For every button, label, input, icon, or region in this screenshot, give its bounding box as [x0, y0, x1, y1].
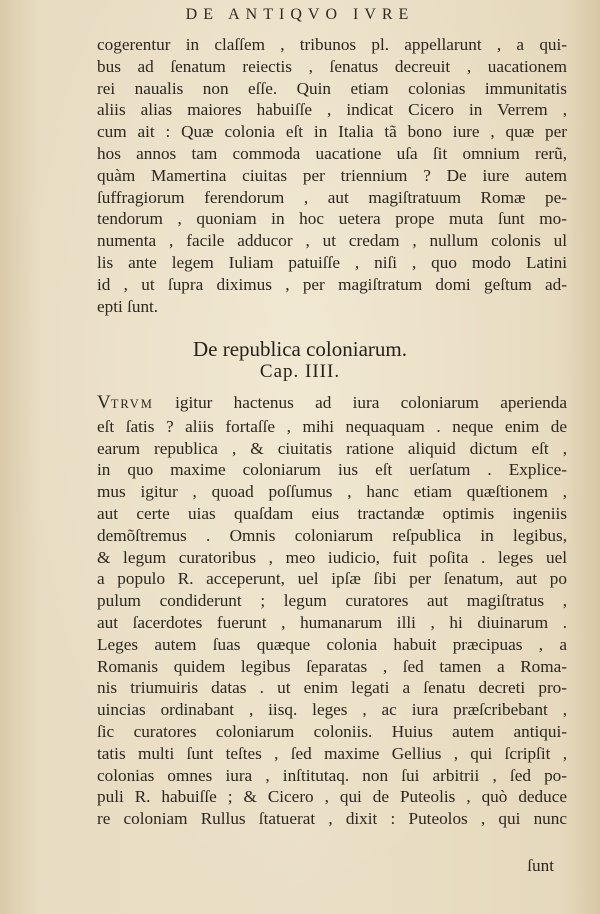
chapter-number: Cap. IIII.	[259, 361, 341, 382]
top-paragraph	[97, 34, 567, 317]
text-line: nis triumuiris datas . ut enim legati a ſenatu decreti pro-	[97, 678, 567, 698]
text-line: lis ante legem Iuliam patuiſſe , niſi , quo modo Latini	[97, 252, 567, 272]
text-line: rei naualis non eſſe. Quin etiam colonias immunitatis	[97, 78, 567, 98]
text-line: pulum condiderunt ; legum curatores aut magiſtratus ,	[97, 591, 567, 611]
text-line: aut ſacerdotes fuerunt , humanarum illi , hi diuinarum .	[97, 612, 567, 632]
text-line: mus igitur , quoad poſſumus , hanc etiam quæſtionem ,	[97, 482, 567, 502]
text-line: id , ut ſupra diximus , per magiſtratum domi geſtum ad-	[97, 274, 567, 294]
text-line: ſuffragiorum ferendorum , aut magiſtratuum Romæ pe-	[97, 187, 567, 207]
text-line: colonias omnes iura , inſtitutaq. non ſui arbitrii , ſed po-	[97, 765, 567, 785]
text-line: puli R. habuiſſe ; & Cicero , qui de Puteolis , quò deduce	[97, 787, 567, 807]
text-line: in quo maxime coloniarum ius eſt uerſatum . Explice-	[97, 460, 567, 480]
text-line: a populo R. acceperunt, uel ipſæ ſibi per ſenatum, aut po	[97, 569, 567, 589]
dropcap-initial: V	[97, 392, 111, 413]
text-line: ſic curatores coloniarum coloniis. Huius autem antiqui-	[97, 721, 567, 741]
text-line: epti ſunt.	[97, 296, 159, 316]
text-line: aliis alias maiores habuiſſe , indicat Cicero in Verrem ,	[97, 100, 567, 120]
text-line: aut certe uias quaſdam eius tractandæ optimis ingeniis	[97, 503, 567, 523]
text-line: tendorum , quoniam in hoc uetera prope muta ſunt mo-	[97, 209, 567, 229]
text-line: quàm Mamertina ciuitas per triennium ? De iure autem	[97, 165, 567, 185]
text-line: Leges autem ſuas quæque colonia habuit præcipuas , a	[97, 634, 567, 654]
smallcaps-word: TRVM	[110, 397, 154, 411]
catchword: ſunt	[527, 856, 554, 875]
text-line: cogerentur in claſſem , tribunos pl. appellarunt , a qui-	[97, 35, 567, 54]
running-head: DE ANTIQVO IVRE	[185, 6, 415, 23]
text-line: bus ad ſenatum reiectis , ſenatus decreuit , uacationem	[97, 56, 567, 76]
text-line: demõſtremus . Omnis coloniarum reſpublica in legibus,	[97, 525, 567, 545]
text-line: re coloniam Rullus ſtatuerat , dixit : Puteolos , qui nunc	[97, 809, 567, 829]
text-line: & legum curatoribus , meo iudicio, fuit poſita . leges uel	[97, 547, 567, 567]
text-line: cum ait : Quæ colonia eſt in Italia tã bono iure , quæ per	[97, 122, 567, 142]
main-paragraph	[97, 392, 567, 830]
first-line-text: igitur hactenus ad iura coloniarum aperienda	[153, 393, 567, 412]
text-line: tatis multi ſunt teſtes , ſed maxime Gellius , qui ſcripſit ,	[97, 743, 567, 763]
chapter-title: De republica coloniarum.	[193, 337, 407, 361]
first-text-line	[97, 392, 567, 416]
text-line: Romanis quidem legibus ſeparatas , ſed tamen a Roma-	[97, 656, 567, 676]
text-line: eſt ſatis ? aliis fortaſſe , mihi nequaquam . neque enim de	[97, 416, 567, 436]
text-line: numenta , facile adducor , ut credam , nullum colonis ul	[97, 231, 567, 251]
text-line: uincias ordinabant , iisq. leges , ac iura præſcribebant ,	[97, 700, 567, 720]
text-line: hos annos tam commoda uacatione uſa ſit omnium rerũ,	[97, 143, 567, 163]
text-line: earum republica , & ciuitatis ratione aliquid dictum eſt ,	[97, 438, 567, 458]
